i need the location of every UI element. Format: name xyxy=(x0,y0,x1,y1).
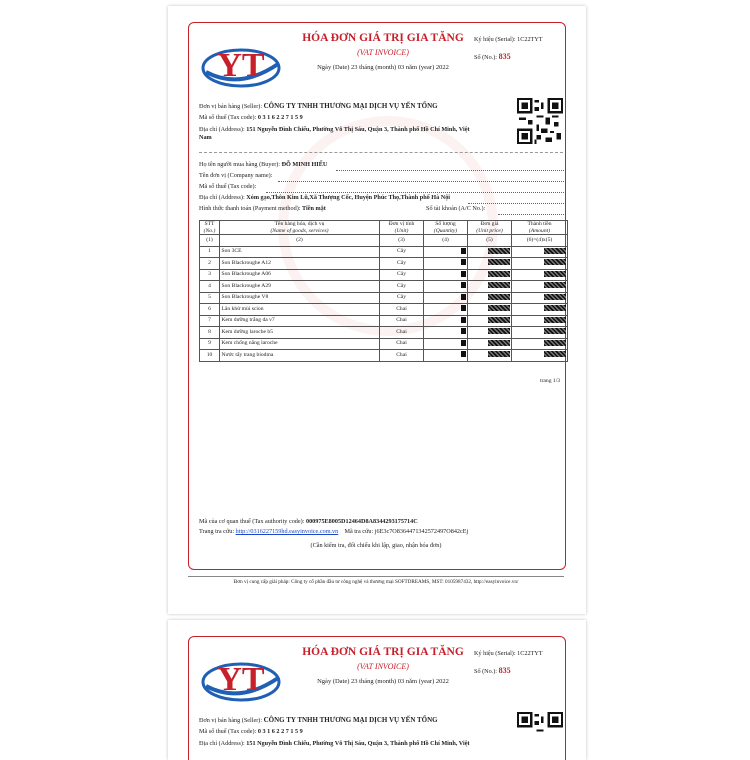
invoice-page-1 xyxy=(168,6,586,614)
header-name: Tên hàng hóa, dịch vụ (Name of goods, services) xyxy=(220,221,380,235)
redacted-amount xyxy=(544,248,566,254)
account-dots xyxy=(498,214,564,215)
redacted-amount xyxy=(544,351,566,357)
header-no: STT (No.) xyxy=(200,221,220,235)
page-number: trang 1/3 xyxy=(540,378,561,384)
seller-address: 151 Nguyễn Đình Chiểu, Phường Võ Thị Sáu, Quận 3, Thành phố Hồ Chí Minh, Việt xyxy=(246,126,470,133)
serial-label: Ký hiệu (Serial): xyxy=(474,650,516,657)
invoice-subtitle: (VAT INVOICE) xyxy=(357,662,409,671)
buyer-address-label: Địa chỉ (Address): xyxy=(199,194,245,201)
account-line xyxy=(426,205,485,212)
index-cell: (5) xyxy=(468,235,512,247)
invoice-page-2 xyxy=(168,620,586,760)
table-row: 1 Son 3CE Cây xyxy=(200,246,568,258)
redacted-quantity xyxy=(461,294,466,300)
buyer-tax-line xyxy=(199,183,256,190)
redacted-price xyxy=(488,340,510,346)
serial-value: 1C22TYT xyxy=(517,36,543,43)
redacted-amount xyxy=(544,294,566,300)
table-row: 3 Son Blackroughe A06 Cây xyxy=(200,269,568,281)
invoice-number: 835 xyxy=(498,666,511,675)
seller-address-label: Địa chỉ (Address): xyxy=(199,740,245,747)
table-row: 5 Son Blackroughe V8 Cây xyxy=(200,292,568,304)
redacted-quantity xyxy=(461,282,466,288)
redacted-amount xyxy=(544,282,566,288)
authority-label: Mã của cơ quan thuế (Tax authority code): xyxy=(199,518,305,525)
invoice-number-label: Số (No.): xyxy=(474,54,498,61)
table-row: 8 Kem dưỡng laroche b5 Chai xyxy=(200,327,568,339)
payment-line xyxy=(199,205,326,212)
seller-tax-label: Mã số thuế (Tax code): xyxy=(199,114,257,121)
company-logo xyxy=(200,38,282,90)
redacted-quantity xyxy=(461,259,466,265)
table-row: 6 Lăn khử mùi scion Chai xyxy=(200,304,568,316)
redacted-price xyxy=(488,294,510,300)
section-separator xyxy=(199,152,563,153)
redacted-amount xyxy=(544,328,566,334)
index-cell: (3) xyxy=(380,235,424,247)
redacted-price xyxy=(488,259,510,265)
buyer-dots xyxy=(336,170,564,171)
seller-address-line-2 xyxy=(199,134,212,141)
invoice-number-field xyxy=(474,52,511,61)
seller-address: 151 Nguyễn Đình Chiểu, Phường Võ Thị Sáu, Quận 3, Thành phố Hồ Chí Minh, Việt xyxy=(246,740,470,747)
redacted-quantity xyxy=(461,328,466,334)
buyer-name: ĐỖ MINH HIẾU xyxy=(281,161,328,168)
header-quantity: Số lượng (Quantity) xyxy=(424,221,468,235)
check-note: (Cần kiểm tra, đối chiếu khi lập, giao, nhận hóa đơn) xyxy=(310,542,442,549)
company-line xyxy=(199,172,272,179)
header-unit: Đơn vị tính (Unit) xyxy=(380,221,424,235)
qr-code[interactable] xyxy=(517,98,563,144)
redacted-price xyxy=(488,351,510,357)
seller-tax-code: 0 3 1 6 2 2 7 1 5 9 xyxy=(257,114,303,121)
payment-label: Hình thức thanh toán (Payment method): xyxy=(199,205,301,212)
index-cell: (2) xyxy=(220,235,380,247)
redacted-price xyxy=(488,271,510,277)
buyer-label: Họ tên người mua hàng (Buyer): xyxy=(199,161,281,168)
buyer-address-line xyxy=(199,194,450,201)
seller-address-line xyxy=(199,126,470,133)
redacted-amount xyxy=(544,340,566,346)
redacted-quantity xyxy=(461,351,466,357)
seller-line xyxy=(199,716,438,724)
lookup-label: Trang tra cứu: xyxy=(199,528,235,535)
buyer-address-dots xyxy=(468,203,564,204)
buyer-line xyxy=(199,161,327,168)
redacted-price xyxy=(488,328,510,334)
redacted-quantity xyxy=(461,317,466,323)
invoice-date: Ngày (Date) 23 tháng (month) 03 năm (year) 2022 xyxy=(317,64,449,71)
account-label: Số tài khoản (A/C No.): xyxy=(426,205,486,212)
redacted-price xyxy=(488,317,510,323)
logo-text: YT xyxy=(217,47,265,84)
seller-address-cont: Nam xyxy=(199,134,212,141)
index-cell: (4) xyxy=(424,235,468,247)
serial-label: Ký hiệu (Serial): xyxy=(474,36,516,43)
serial-value: 1C22TYT xyxy=(517,650,543,657)
redacted-price xyxy=(488,248,510,254)
redacted-amount xyxy=(544,271,566,277)
invoice-subtitle: (VAT INVOICE) xyxy=(357,48,409,57)
seller-tax-code: 0 3 1 6 2 2 7 1 5 9 xyxy=(257,728,303,735)
redacted-amount xyxy=(544,305,566,311)
seller-name: CÔNG TY TNHH THƯƠNG MẠI DỊCH VỤ YẾN TỐNG xyxy=(263,102,438,110)
invoice-number-label: Số (No.): xyxy=(474,668,498,675)
qr-code[interactable] xyxy=(517,712,563,758)
seller-address-line xyxy=(199,740,470,747)
seller-line xyxy=(199,102,438,110)
serial-field xyxy=(474,650,543,657)
redacted-amount xyxy=(544,317,566,323)
seller-tax-line xyxy=(199,114,303,121)
lookup-code-label: Mã tra cứu: xyxy=(344,528,374,535)
redacted-price xyxy=(488,282,510,288)
seller-label: Đơn vị bán hàng (Seller): xyxy=(199,717,263,724)
company-dots xyxy=(278,181,564,182)
invoice-number-field xyxy=(474,666,511,675)
header-amount: Thành tiền (Amount) xyxy=(512,221,568,235)
table-row: 4 Son Blackroughe A29 Cây xyxy=(200,281,568,293)
table-row: 2 Son Blackroughe A12 Cây xyxy=(200,258,568,270)
seller-address-label: Địa chỉ (Address): xyxy=(199,126,245,133)
redacted-quantity xyxy=(461,305,466,311)
payment-method: Tiền mặt xyxy=(302,205,326,212)
buyer-tax-label: Mã số thuế (Tax code): xyxy=(199,183,257,190)
seller-label: Đơn vị bán hàng (Seller): xyxy=(199,103,263,110)
seller-tax-line xyxy=(199,728,303,735)
table-row: 7 Kem dưỡng trắng da v7 Chai xyxy=(200,315,568,327)
redacted-quantity xyxy=(461,271,466,277)
invoice-title: HÓA ĐƠN GIÁ TRỊ GIA TĂNG xyxy=(302,646,464,658)
seller-tax-label: Mã số thuế (Tax code): xyxy=(199,728,257,735)
provider-note: Đơn vị cung cấp giải pháp: Công ty cổ phần đầu tư công nghệ và thương mại SOFTDREAMS, MST: 0105987432, http://easyinvoice.vn/ xyxy=(188,576,564,585)
buyer-address: Xóm gạo,Thôn Kim Lũ,Xã Thượng Cốc, Huyện Phúc Thọ,Thành phố Hà Nội xyxy=(246,194,451,201)
header-unit-price: Đơn giá (Unit price) xyxy=(468,221,512,235)
buyer-tax-dots xyxy=(266,192,564,193)
redacted-quantity xyxy=(461,248,466,254)
items-table xyxy=(199,220,568,362)
authority-code: 000975E8005D12464D8A8344293175714C xyxy=(305,518,418,525)
company-label: Tên đơn vị (Company name): xyxy=(199,172,273,179)
company-logo xyxy=(200,652,282,704)
table-index-row xyxy=(200,235,568,247)
seller-name: CÔNG TY TNHH THƯƠNG MẠI DỊCH VỤ YẾN TỐNG xyxy=(263,716,438,724)
table-row: 10 Nước tẩy trang biodma Chai xyxy=(200,350,568,362)
table-row: 9 Kem chống nắng laroche Chai xyxy=(200,338,568,350)
redacted-quantity xyxy=(461,340,466,346)
logo-text: YT xyxy=(217,661,265,698)
invoice-title: HÓA ĐƠN GIÁ TRỊ GIA TĂNG xyxy=(302,32,464,44)
index-cell: (6)=(4)x(5) xyxy=(512,235,568,247)
lookup-line xyxy=(199,528,468,535)
lookup-code: j6E3c7O8364471342572497O842cEj xyxy=(374,528,469,535)
lookup-link[interactable]: http://0316227159hd.easyinvoice.com.vn xyxy=(235,528,339,535)
index-cell: (1) xyxy=(200,235,220,247)
invoice-date: Ngày (Date) 23 tháng (month) 03 năm (year) 2022 xyxy=(317,678,449,685)
redacted-amount xyxy=(544,259,566,265)
table-header-row xyxy=(200,221,568,235)
redacted-price xyxy=(488,305,510,311)
authority-line xyxy=(199,518,418,525)
invoice-number: 835 xyxy=(498,52,511,61)
serial-field xyxy=(474,36,543,43)
